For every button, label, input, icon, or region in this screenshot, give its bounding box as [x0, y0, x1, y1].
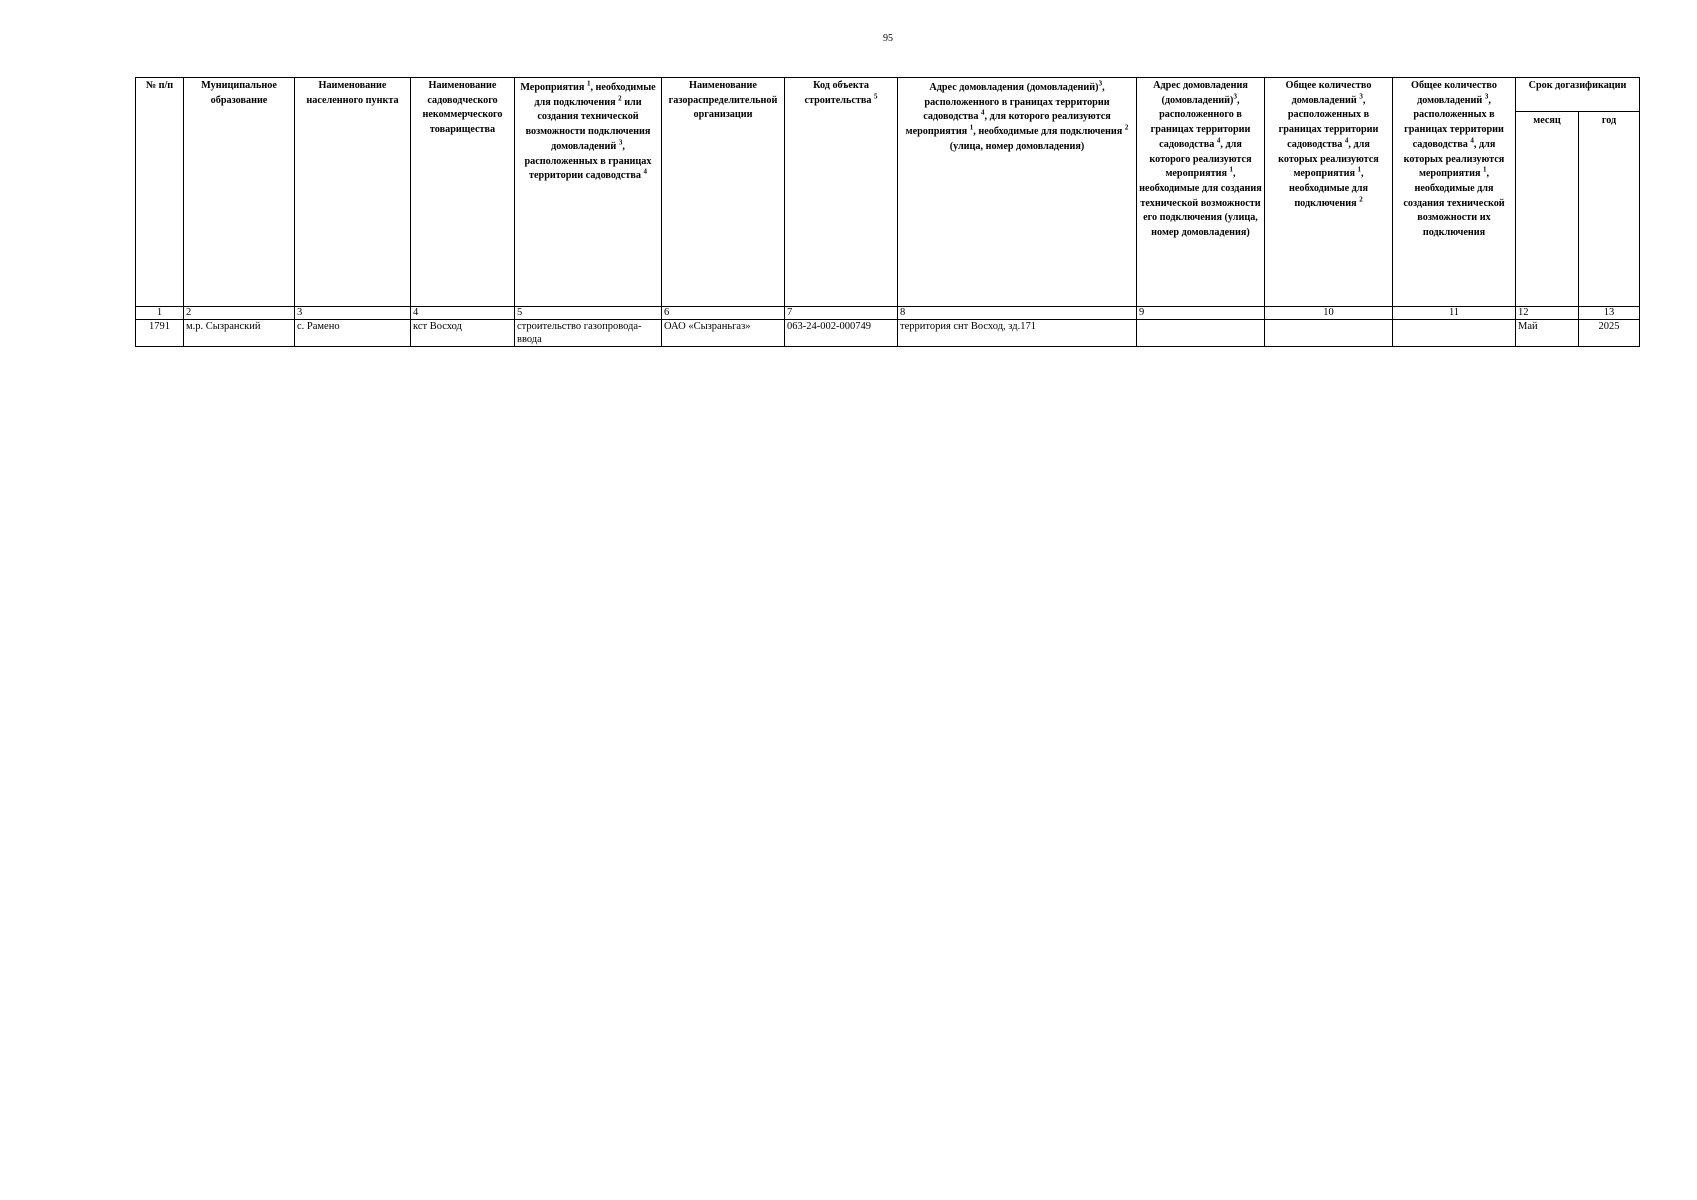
- header-address-technical: Адрес домовладения (домовладений)$^3$, расположенного в границах территории садоводства $^4$, для которого реализуются мероприятия $^1$, необходимые для создания технической возможности его подключения (улица, номер домовладения): [1137, 78, 1265, 307]
- column-number: 3: [295, 307, 411, 320]
- header-address-connection: Адрес домовладения (домовладений)$^3$, расположенного в границах территории садоводства $^4$, для которого реализуются мероприятия $^1$, необходимые для подключения $^2$ (улица, номер домовладения): [898, 78, 1137, 307]
- column-number: 4: [411, 307, 515, 320]
- header-measures: Мероприятия $^1$, необходимые для подключения $^2$ или создания технической возможности подключения домовладений $^3$, расположенных в границах территории садоводства $^4$: [515, 78, 662, 307]
- header-count-technical: Общее количество домовладений $^3$, расположенных в границах территории садоводства $^4$, для которых реализуются мероприятия $^1$, необходимые для создания технической возможности их подключения: [1393, 78, 1516, 307]
- cell-settlement: с. Рамено: [295, 320, 411, 347]
- header-row-main: [136, 78, 1640, 112]
- cell-gas-organization: ОАО «Сызраньгаз»: [662, 320, 785, 347]
- header-object-code: Код объекта строительства $^5$: [785, 78, 898, 307]
- table-row: [136, 320, 1640, 347]
- column-number: 1: [136, 307, 184, 320]
- cell-address-technical: [1137, 320, 1265, 347]
- cell-count-technical: [1393, 320, 1516, 347]
- column-number: 5: [515, 307, 662, 320]
- header-count-connection: Общее количество домовладений $^3$, расположенных в границах территории садоводства $^4$, для которых реализуются мероприятия $^1$, необходимые для подключения $^2$: [1265, 78, 1393, 307]
- column-number: 13: [1579, 307, 1640, 320]
- header-year: год: [1579, 112, 1640, 307]
- cell-number: 1791: [136, 320, 184, 347]
- cell-month: Май: [1516, 320, 1579, 347]
- cell-count-connection: [1265, 320, 1393, 347]
- gasification-table: [135, 77, 1640, 347]
- header-partnership: Наименование садоводческого некоммерческого товарищества: [411, 78, 515, 307]
- header-gasification-period: Срок догазификации: [1516, 78, 1640, 112]
- column-number: 10: [1265, 307, 1393, 320]
- column-number: 2: [184, 307, 295, 320]
- column-number: 6: [662, 307, 785, 320]
- column-number-row: [136, 307, 1640, 320]
- header-settlement: Наименование населенного пункта: [295, 78, 411, 307]
- cell-address-connection: территория снт Восход, зд.171: [898, 320, 1137, 347]
- column-number: 12: [1516, 307, 1579, 320]
- column-number: 7: [785, 307, 898, 320]
- column-number: 11: [1393, 307, 1516, 320]
- column-number: 9: [1137, 307, 1265, 320]
- header-municipality: Муниципальное образование: [184, 78, 295, 307]
- column-number: 8: [898, 307, 1137, 320]
- cell-partnership: кст Восход: [411, 320, 515, 347]
- header-gas-organization: Наименование газораспределительной организации: [662, 78, 785, 307]
- cell-measures: строительство газопровода-ввода: [515, 320, 662, 347]
- cell-municipality: м.р. Сызранский: [184, 320, 295, 347]
- cell-year: 2025: [1579, 320, 1640, 347]
- header-month: месяц: [1516, 112, 1579, 307]
- header-number: № п/п: [136, 78, 184, 307]
- cell-object-code: 063-24-002-000749: [785, 320, 898, 347]
- page-number: 95: [883, 33, 893, 44]
